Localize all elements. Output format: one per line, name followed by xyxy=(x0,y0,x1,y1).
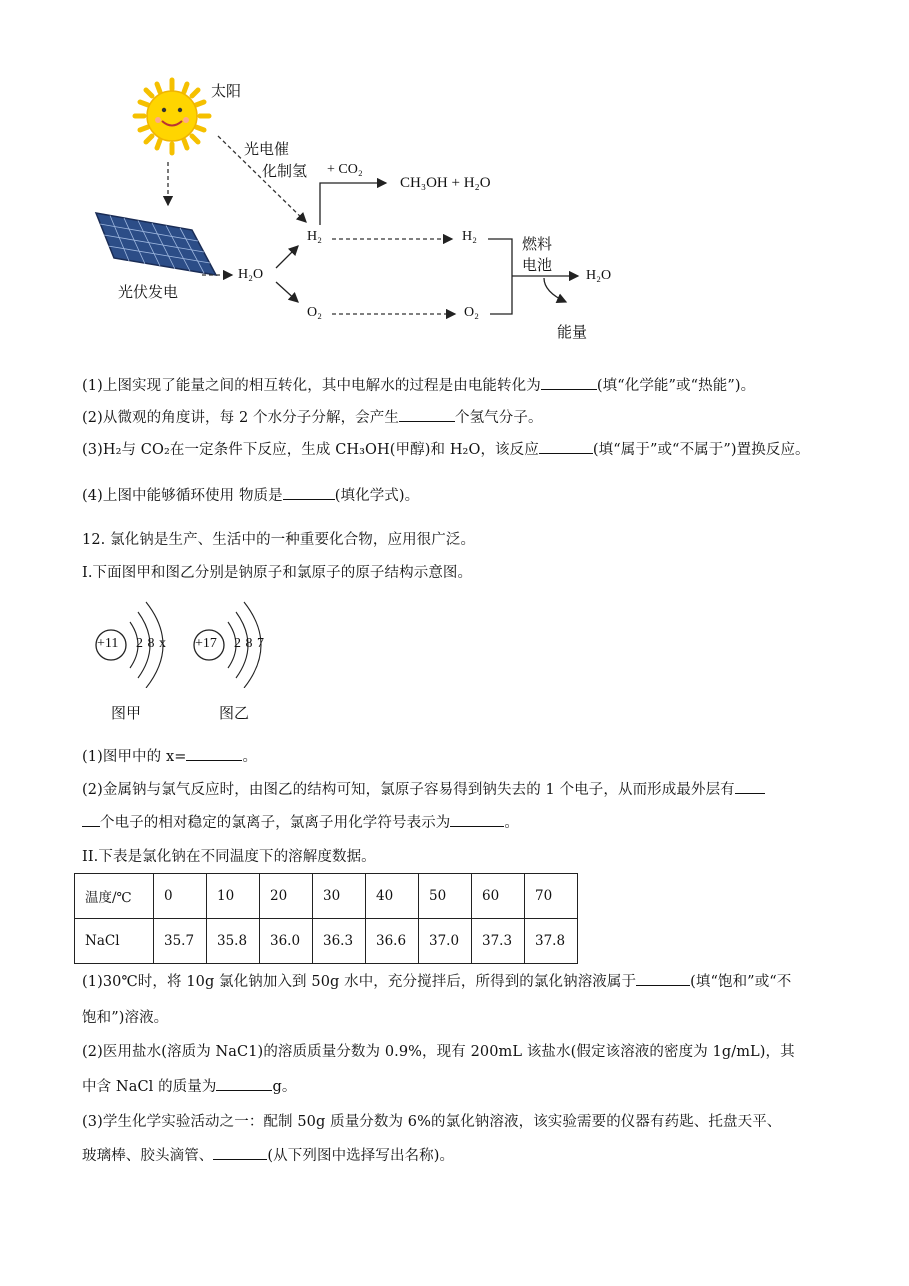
table-cell: 70 xyxy=(525,874,578,919)
q12-title: 12. 氯化钠是生产、生活中的一种重要化合物，应用很广泛。 xyxy=(82,532,476,548)
question-text: 。 xyxy=(242,749,258,765)
shell-electrons: 2 8 x xyxy=(136,636,166,651)
question-text: (2)从微观的角度讲，每 2 个水分子分解，会产生 xyxy=(82,410,399,426)
question-3-1-cont: 饱和”)溶液。 xyxy=(82,1010,169,1026)
shell-electrons: 2 8 7 xyxy=(234,636,264,651)
table-cell: 35.8 xyxy=(207,919,260,964)
h2-right-label: H₂ xyxy=(462,229,477,244)
answer-blank[interactable] xyxy=(450,812,504,827)
question-text: 中含 NaCl 的质量为 xyxy=(82,1079,217,1095)
table-cell: 40 xyxy=(366,874,419,919)
answer-blank[interactable] xyxy=(541,375,597,390)
co2-label: + CO₂ xyxy=(327,162,363,177)
question-text: (3)H₂与 CO₂在一定条件下反应，生成 CH₃OH(甲醇)和 H₂O，该反应 xyxy=(82,442,539,458)
table-row xyxy=(75,874,578,919)
table-cell: 60 xyxy=(472,874,525,919)
question-text: (1)图甲中的 x= xyxy=(82,749,187,765)
question-text: 玻璃棒、胶头滴管、 xyxy=(82,1148,214,1164)
table-header-cell: 温度/℃ xyxy=(75,874,154,919)
question-text: (填“化学能”或“热能”)。 xyxy=(596,378,756,394)
table-cell: 36.3 xyxy=(313,919,366,964)
table-cell: 37.8 xyxy=(525,919,578,964)
nucleus-label: +11 xyxy=(97,636,119,651)
atom-caption: 图乙 xyxy=(219,704,250,722)
question-2-2-cont xyxy=(82,811,519,832)
table-cell: 35.7 xyxy=(154,919,207,964)
solar-panel-icon xyxy=(96,213,216,275)
question-text: (从下列图中选择写出名称)。 xyxy=(267,1148,455,1164)
question-2-1 xyxy=(82,745,257,766)
question-text: g。 xyxy=(272,1079,297,1095)
fuel-cell-label-2: 电池 xyxy=(522,256,553,274)
question-3-3: (3)学生化学实验活动之一：配制 50g 质量分数为 6%的氯化钠溶液，该实验需要的仪器有药匙、托盘天平、 xyxy=(82,1114,782,1130)
answer-blank[interactable] xyxy=(82,812,100,827)
pv-label: 光伏发电 xyxy=(118,283,179,301)
answer-blank[interactable] xyxy=(186,746,242,761)
section2-title: II.下表是氯化钠在不同温度下的溶解度数据。 xyxy=(82,849,376,865)
question-text: (填“饱和”或“不 xyxy=(690,974,792,990)
question-text: (1)30℃时，将 10g 氯化钠加入到 50g 水中，充分搅拌后，所得到的氯化钠溶液属于 xyxy=(82,974,637,990)
atom-caption: 图甲 xyxy=(111,704,142,722)
fuel-cell-label-1: 燃料 xyxy=(522,235,553,253)
answer-blank[interactable] xyxy=(735,779,765,794)
sun-label: 太阳 xyxy=(211,82,242,100)
table-cell: 30 xyxy=(313,874,366,919)
solubility-table xyxy=(74,873,578,964)
table-cell: 20 xyxy=(260,874,313,919)
answer-blank[interactable] xyxy=(213,1145,267,1160)
photocatalysis-label-2: 化制氢 xyxy=(262,162,308,180)
section1-title: I.下面图甲和图乙分别是钠原子和氯原子的原子结构示意图。 xyxy=(82,565,473,581)
sun-icon xyxy=(135,80,209,153)
question-text: 。 xyxy=(504,815,520,831)
table-cell: 37.3 xyxy=(472,919,525,964)
question-text: (4)上图中能够循环使用 物质是 xyxy=(82,488,283,504)
question-2-2 xyxy=(82,778,765,799)
table-cell: 37.0 xyxy=(419,919,472,964)
table-cell: 10 xyxy=(207,874,260,919)
table-cell: 50 xyxy=(419,874,472,919)
question-1-4 xyxy=(82,484,419,505)
h2o-right-label: H₂O xyxy=(586,268,612,283)
answer-blank[interactable] xyxy=(539,439,593,454)
h2-left-label: H₂ xyxy=(307,229,322,244)
energy-label: 能量 xyxy=(557,323,588,341)
question-text: (填“属于”或“不属于”)置换反应。 xyxy=(592,442,810,458)
question-text: (1)上图实现了能量之间的相互转化，其中电解水的过程是由电能转化为 xyxy=(82,378,541,394)
question-3-2: (2)医用盐水(溶质为 NaC1)的溶质质量分数为 0.9%，现有 200mL 该盐水(假定该溶液的密度为 1g/mL)，其 xyxy=(82,1044,795,1060)
question-1-3 xyxy=(82,438,810,459)
question-3-2-cont xyxy=(82,1075,296,1096)
o2-right-label: O₂ xyxy=(464,305,479,320)
table-row xyxy=(75,919,578,964)
table-header-cell: NaCl xyxy=(75,919,154,964)
question-text: (填化学式)。 xyxy=(334,488,420,504)
o2-left-label: O₂ xyxy=(307,305,322,320)
table-cell: 0 xyxy=(154,874,207,919)
h2o-left-label: H₂O xyxy=(238,267,264,282)
question-text: 个氢气分子。 xyxy=(454,410,543,426)
question-1-2 xyxy=(82,406,543,427)
product-label: CH₃OH + H₂O xyxy=(400,175,491,191)
nucleus-label: +17 xyxy=(195,636,217,651)
table-cell: 36.0 xyxy=(260,919,313,964)
question-3-1 xyxy=(82,970,791,991)
table-cell: 36.6 xyxy=(366,919,419,964)
answer-blank[interactable] xyxy=(636,971,690,986)
question-1-1 xyxy=(82,374,755,395)
question-text: (2)金属钠与氯气反应时，由图乙的结构可知，氯原子容易得到钠失去的 1 个电子，从而形成最外层有 xyxy=(82,782,735,798)
answer-blank[interactable] xyxy=(283,485,335,500)
question-3-3-cont xyxy=(82,1144,454,1165)
answer-blank[interactable] xyxy=(216,1076,272,1091)
answer-blank[interactable] xyxy=(399,407,455,422)
photocatalysis-label-1: 光电催 xyxy=(244,140,290,158)
question-text: 个电子的相对稳定的氯离子，氯离子用化学符号表示为 xyxy=(100,815,451,831)
